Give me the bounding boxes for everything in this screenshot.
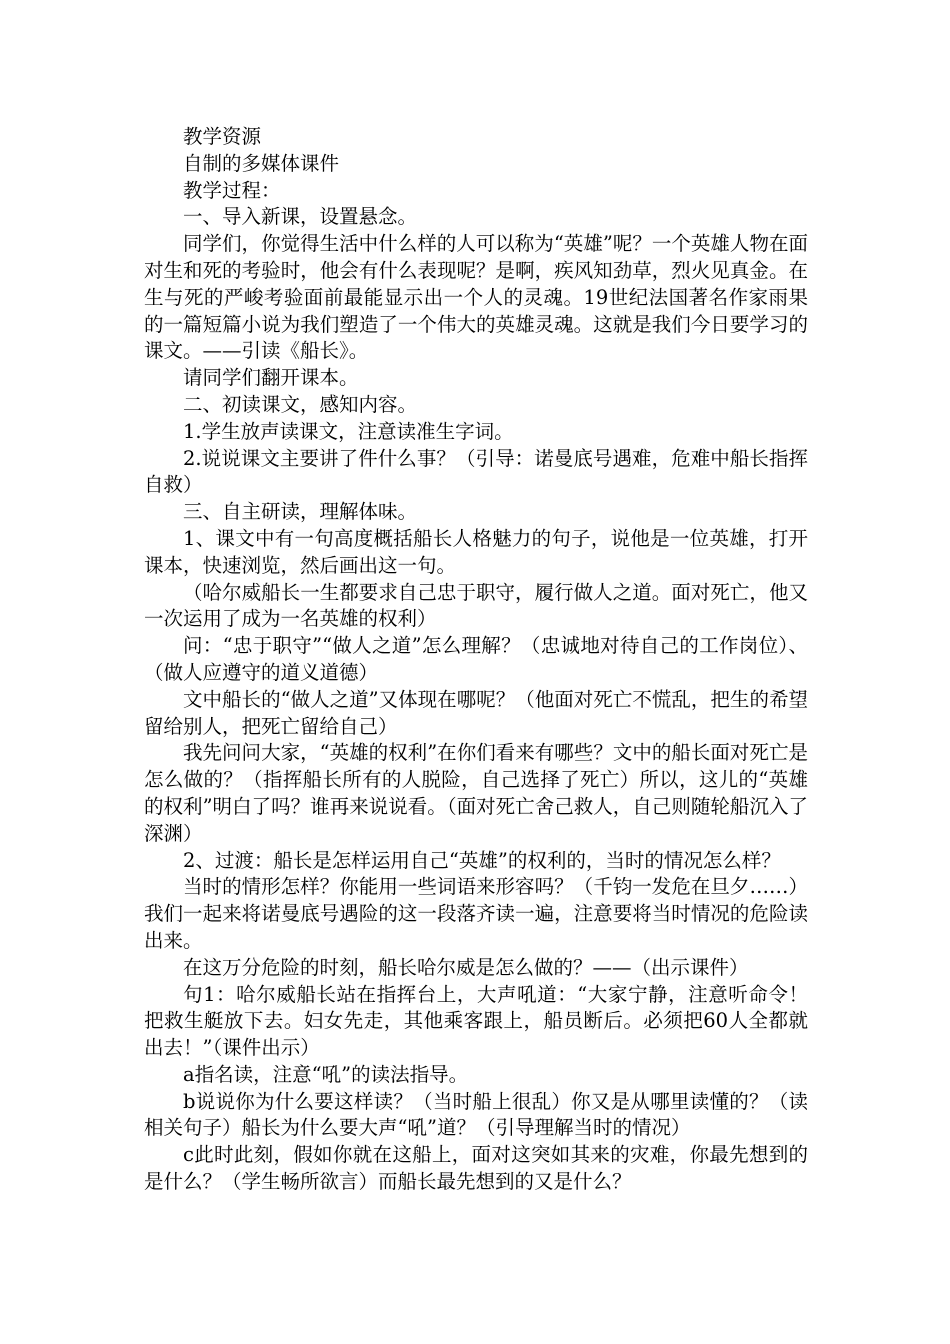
paragraph-duty: （哈尔威船长一生都要求自己忠于职守，履行做人之道。面对死亡，他又一次运用了成为一名英雄的权利） [144,580,808,631]
paragraph-question-duty: 问：“忠于职守”“做人之道”怎么理解？（忠诚地对待自己的工作岗位）、（做人应遵守的道义道德） [144,634,808,684]
paragraph-captain-action: 在这万分危险的时刻，船长哈尔威是怎么做的？——（出示课件） [183,955,749,979]
paragraph-intro: 同学们，你觉得生活中什么样的人可以称为“英雄”呢？一个英雄人物在面对生和死的考验时，他会有什么表现呢？是啊，疾风知劲草，烈火见真金。在生与死的严峻考验面前最能显示出一个人的灵魂。19世纪法国著名作家雨果的一篇短篇小说为我们塑造了一个伟大的英雄灵魂。这就是我们今日要学习的课文。——引读《船长》。 [144,232,808,363]
paragraph-sentence-1: 句1：哈尔威船长站在指挥台上，大声吼道：“大家宁静，注意听命令！把救生艇放下去。妇女先走，其他乘客跟上，船员断后。必须把60人全都就出去！”（课件出示） [144,982,808,1060]
section-heading-2: 二、初读课文，感知内容。 [183,392,418,416]
paragraph-situation: 当时的情形怎样？你能用一些词语来形容吗？（千钧一发危在旦夕……）我们一起来将诺曼底号遇险的这一段落齐读一遍，注意要将当时情况的危险读出来。 [144,875,808,952]
paragraph-multimedia: 自制的多媒体课件 [183,151,340,175]
paragraph-open-book: 请同学们翻开课本。 [183,366,359,390]
list-item-c: c此时此刻，假如你就在这船上，面对这突如其来的灾难，你最先想到的是什么？（学生畅所欲言）而船长最先想到的又是什么？ [144,1143,808,1194]
section-heading-3: 三、自主研读，理解体味。 [183,500,418,524]
list-item-2-1: 1.学生放声读课文，注意读准生字词。 [183,419,514,443]
list-item-a: a指名读，注意“吼”的读法指导。 [183,1062,469,1086]
section-heading-1: 一、导入新课，设置悬念。 [183,205,418,229]
document-body [144,124,808,1196]
paragraph-teaching-resources: 教学资源 [183,125,262,148]
list-item-3-1: 1、课文中有一句高度概括船长人格魅力的句子，说他是一位英雄，打开课本，快速浏览，然后画出这一句。 [144,526,808,577]
paragraph-teaching-process: 教学过程： [183,178,281,202]
list-item-3-2: 2、过渡：船长是怎样运用自己“英雄”的权利的，当时的情况怎么样？ [183,848,781,872]
list-item-b: b说说你为什么要这样读？（当时船上很乱）你又是从哪里读懂的？（读相关句子）船长为什么要大声“吼”道？（引导理解当时的情况） [144,1089,808,1140]
list-item-2-2: 2.说说课文主要讲了件什么事？（引导：诺曼底号遇难，危难中船长指挥自救） [144,446,808,497]
paragraph-way-of-life: 文中船长的“做人之道”又体现在哪呢？（他面对死亡不慌乱，把生的希望留给别人，把死亡留给自己） [144,687,808,738]
paragraph-hero-rights: 我先问问大家，“英雄的权利”在你们看来有哪些？文中的船长面对死亡是怎么做的？（指挥船长所有的人脱险，自己选择了死亡）所以，这儿的“英雄的权利”明白了吗？谁再来说说看。（面对死亡舍己救人，自己则随轮船沉入了深渊） [144,741,808,845]
